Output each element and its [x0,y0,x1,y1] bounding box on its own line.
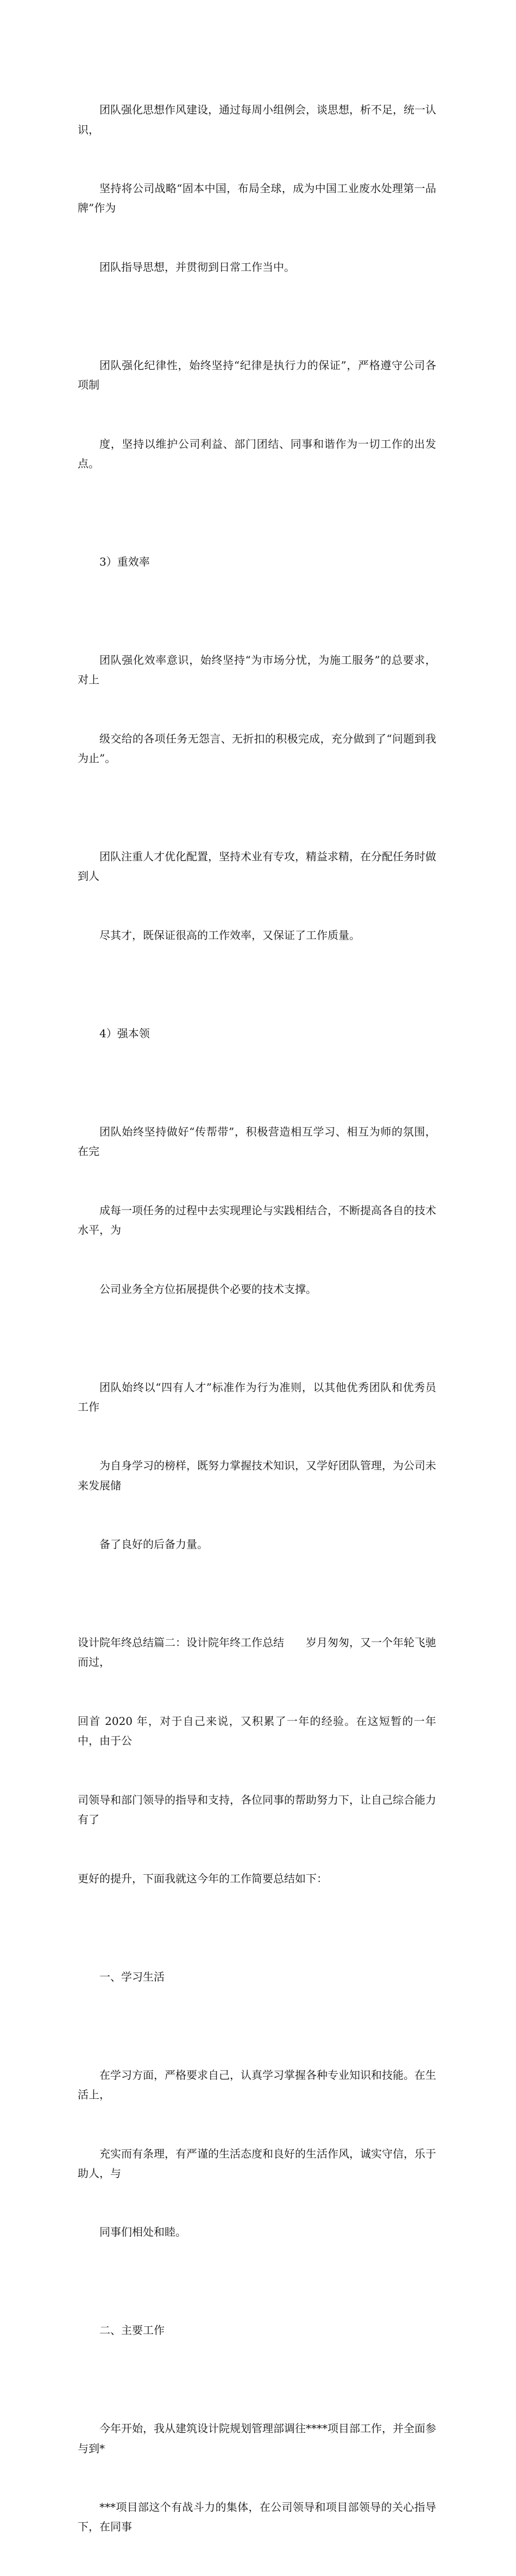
text-line: 团队强化纪律性，始终坚持“纪律是执行力的保证”，严格遵守公司各项制 [78,359,436,392]
text-line: 同事们相处和睦。 [99,2225,186,2239]
text-line: 一、学习生活 [99,1970,165,1983]
text-line: 回首 2020 年，对于自己来说，又积累了一年的经验。在这短暂的一年中，由于公 [78,1715,436,1748]
paragraph [78,61,436,316]
paragraph [78,808,436,985]
text-line: 备了良好的后备力量。 [99,1538,208,1551]
paragraph [78,2026,436,2281]
section-heading [78,1927,436,2026]
paragraph [78,1083,436,1338]
text-line: 团队强化思想作风建设，通过每周小组例会，谈思想，析不足，统一认识， [78,103,436,136]
text-line: 今年开始，我从建筑设计院规划管理部调往****项目部工作，并全面参与到* [78,2422,436,2455]
text-line: 级交给的各项任务无怨言、无折扣的积极完成，充分做到了“问题到我为止”。 [78,732,436,765]
paragraph [78,1338,436,1594]
text-line: 充实而有条理，有严谨的生活态度和良好的生活作风，诚实守信，乐于助人，与 [78,2147,436,2180]
text-line: 度，坚持以维护公司利益、部门团结、同事和谐作为一切工作的出发点。 [78,437,436,471]
text-line: 团队始终坚持做好“传帮带”，积极营造相互学习、相互为师的氛围，在完 [78,1125,436,1158]
section-heading [78,985,436,1083]
text-line: 在学习方面，严格要求自己，认真学习掌握各种专业知识和技能。在生活上， [78,2068,436,2101]
text-line: 为自身学习的榜样，既努力掌握技术知识，又学好团队管理，为公司未来发展储 [78,1459,436,1492]
text-line: 团队始终以“四有人才”标准作为行为准则，以其他优秀团队和优秀员工作 [78,1380,436,1413]
text-line: ***项目部这个有战斗力的集体，在公司领导和项目部领导的关心指导下，在同事 [78,2501,436,2534]
paragraph [78,2380,436,2576]
text-line: 更好的提升，下面我就这今年的工作简要总结如下： [78,1871,328,1885]
text-line: 3）重效率 [99,555,150,569]
text-line: 团队强化效率意识，始终坚持“为市场分忧，为施工服务”的总要求，对上 [78,653,436,687]
document-page [78,61,436,2576]
text-line: 成每一项任务的过程中去实现理论与实践相结合，不断提高各自的技术水平，为 [78,1203,436,1236]
text-line: 坚持将公司战略“固本中国，布局全球，成为中国工业废水处理第一品牌”作为 [78,182,436,215]
section-heading [78,513,436,611]
text-line: 二、主要工作 [99,2324,165,2337]
paragraph [78,316,436,513]
paragraph [78,611,436,808]
text-line: 4）强本领 [99,1026,150,1040]
section-heading [78,2281,436,2380]
text-line: 团队注重人才优化配置，坚持术业有专攻，精益求精，在分配任务时做到人 [78,850,436,883]
text-line: 司领导和部门领导的指导和支持，各位同事的帮助努力下，让自己综合能力有了 [78,1793,436,1826]
text-line: 团队指导思想，并贯彻到日常工作当中。 [99,261,295,274]
text-line: 设计院年终总结篇二：设计院年终工作总结 岁月匆匆，又一个年轮飞驰而过， [78,1636,436,1669]
text-line: 尽其才，既保证很高的工作效率，又保证了工作质量。 [99,928,360,942]
text-line: 公司业务全方位拓展提供个必要的技术支撑。 [99,1282,317,1296]
paragraph [78,1594,436,1927]
